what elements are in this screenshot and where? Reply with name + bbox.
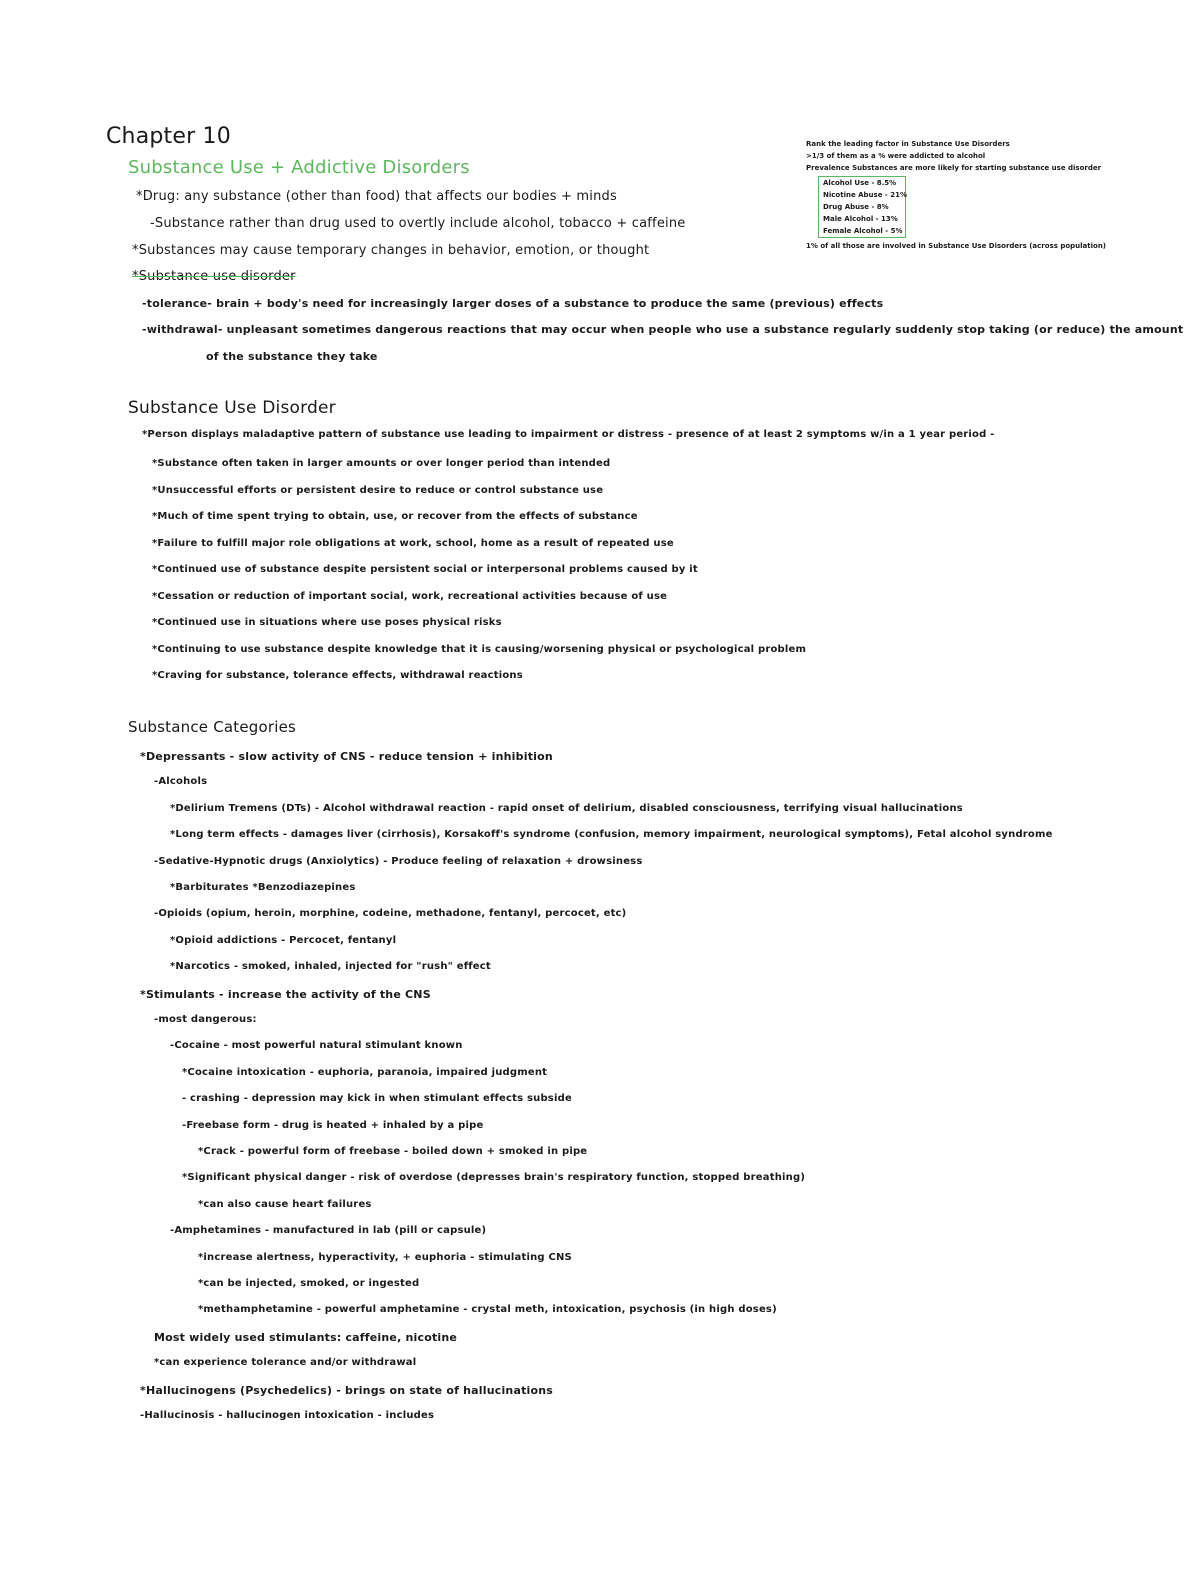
category-line: -Cocaine - most powerful natural stimulant known: [170, 1040, 463, 1051]
category-line: *Delirium Tremens (DTs) - Alcohol withdrawal reaction - rapid onset of delirium, disabled consciousness, terrifying visual hallucinations: [170, 803, 963, 814]
category-line: *increase alertness, hyperactivity, + euphoria - stimulating CNS: [198, 1252, 572, 1263]
side-note-line: >1/3 of them as a % were addicted to alcohol: [806, 152, 986, 160]
sud-lead: *Person displays maladaptive pattern of substance use leading to impairment or distress - presence of at least 2 symptoms w/in a 1 year period -: [142, 429, 995, 440]
category-line: *can experience tolerance and/or withdrawal: [154, 1357, 417, 1368]
side-note-stat: Male Alcohol - 13%: [823, 215, 898, 223]
category-line: -Opioids (opium, heroin, morphine, codeine, methadone, fentanyl, percocet, etc): [154, 908, 627, 919]
category-line: -Hallucinosis - hallucinogen intoxication - includes: [140, 1410, 435, 1421]
category-line: *Stimulants - increase the activity of the CNS: [140, 988, 431, 1001]
category-line: *Barbiturates *Benzodiazepines: [170, 882, 356, 893]
category-line: -Sedative-Hypnotic drugs (Anxiolytics) - Produce feeling of relaxation + drowsiness: [154, 856, 643, 867]
sud-item: *Much of time spent trying to obtain, use, or recover from the effects of substance: [152, 511, 638, 522]
category-line: *Significant physical danger - risk of overdose (depresses brain's respiratory function, stopped breathing): [182, 1172, 806, 1183]
sud-item: *Unsuccessful efforts or persistent desire to reduce or control substance use: [152, 485, 604, 496]
side-note-line: Rank the leading factor in Substance Use Disorders: [806, 140, 1010, 148]
section-heading: Substance Use Disorder: [128, 398, 336, 418]
sud-item: *Cessation or reduction of important social, work, recreational activities because of use: [152, 591, 668, 602]
side-note-box: [818, 176, 906, 238]
sud-item: *Continuing to use substance despite knowledge that it is causing/worsening physical or psychological problem: [152, 644, 807, 655]
category-line: *can be injected, smoked, or ingested: [198, 1278, 420, 1289]
category-line: *Opioid addictions - Percocet, fentanyl: [170, 935, 397, 946]
category-line: Most widely used stimulants: caffeine, nicotine: [154, 1331, 458, 1344]
category-line: *can also cause heart failures: [198, 1199, 372, 1210]
chapter-subtitle: Substance Use + Addictive Disorders: [128, 157, 470, 178]
category-line: -most dangerous:: [154, 1014, 257, 1025]
sud-item: *Continued use in situations where use poses physical risks: [152, 617, 502, 628]
category-line: -Alcohols: [154, 776, 208, 787]
category-line: *methamphetamine - powerful amphetamine - crystal meth, intoxication, psychosis (in high doses): [198, 1304, 777, 1315]
side-note-stat: Alcohol Use - 8.5%: [823, 179, 897, 187]
category-line: *Narcotics - smoked, inhaled, injected for "rush" effect: [170, 961, 491, 972]
intro-line: -Substance rather than drug used to overtly include alcohol, tobacco + caffeine: [150, 216, 686, 231]
category-line: *Depressants - slow activity of CNS - reduce tension + inhibition: [140, 750, 553, 763]
sud-item: *Craving for substance, tolerance effects, withdrawal reactions: [152, 670, 523, 681]
side-note-stat: Nicotine Abuse - 21%: [823, 191, 907, 199]
intro-line: *Drug: any substance (other than food) that affects our bodies + minds: [136, 189, 617, 204]
intro-line: of the substance they take: [206, 350, 378, 363]
intro-line: *Substances may cause temporary changes in behavior, emotion, or thought: [132, 243, 650, 258]
intro-line: -withdrawal- unpleasant sometimes dangerous reactions that may occur when people who use a substance regularly suddenly stop taking (or reduce) the amount: [142, 323, 1184, 336]
category-line: *Crack - powerful form of freebase - boiled down + smoked in pipe: [198, 1146, 588, 1157]
category-line: - crashing - depression may kick in when stimulant effects subside: [182, 1093, 572, 1104]
category-line: -Amphetamines - manufactured in lab (pill or capsule): [170, 1225, 487, 1236]
page-title: Chapter 10: [106, 124, 231, 149]
category-line: -Freebase form - drug is heated + inhaled by a pipe: [182, 1120, 484, 1131]
category-line: *Long term effects - damages liver (cirrhosis), Korsakoff's syndrome (confusion, memory impairment, neurological symptoms), Fetal alcohol syndrome: [170, 829, 1053, 840]
side-note-stat: Female Alcohol - 5%: [823, 227, 903, 235]
side-note: [806, 138, 1107, 252]
side-note-line: Prevalence Substances are more likely for starting substance use disorder: [806, 164, 1102, 172]
section-heading: Substance Categories: [128, 718, 297, 736]
sud-item: *Substance often taken in larger amounts or over longer period than intended: [152, 458, 611, 469]
sud-item: *Continued use of substance despite persistent social or interpersonal problems caused by it: [152, 564, 698, 575]
intro-line: *Substance use disorder: [132, 269, 296, 284]
side-note-line: 1% of all those are involved in Substance Use Disorders (across population): [806, 242, 1107, 250]
side-note-stat: Drug Abuse - 8%: [823, 203, 889, 211]
sud-item: *Failure to fulfill major role obligations at work, school, home as a result of repeated use: [152, 538, 674, 549]
category-line: *Cocaine intoxication - euphoria, paranoia, impaired judgment: [182, 1067, 548, 1078]
category-line: *Hallucinogens (Psychedelics) - brings on state of hallucinations: [140, 1384, 554, 1397]
intro-line: -tolerance- brain + body's need for increasingly larger doses of a substance to produce the same (previous) effects: [142, 297, 884, 310]
